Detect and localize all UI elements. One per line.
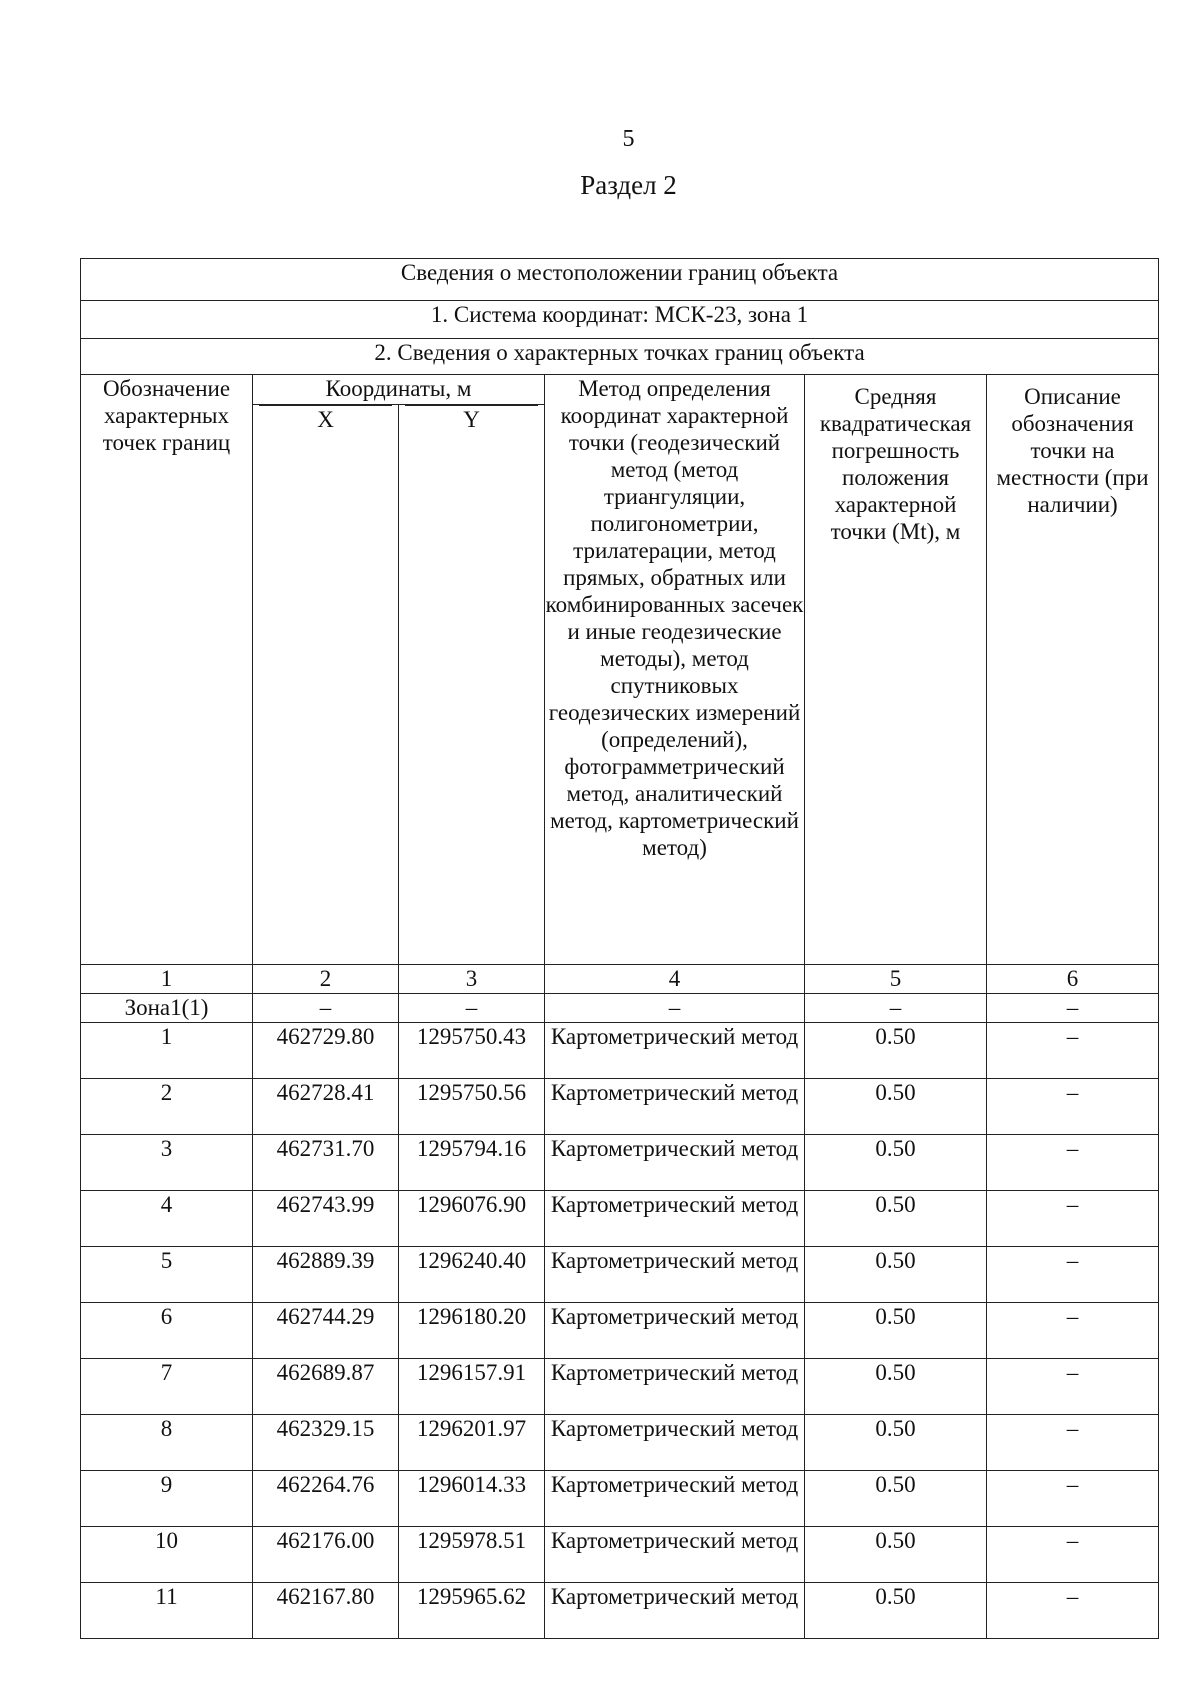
error-cell: 0.50	[805, 1303, 987, 1359]
desc-cell: –	[987, 1583, 1159, 1639]
points-subtitle: 2. Сведения о характерных точках границ объекта	[81, 339, 1159, 375]
method-cell: Картометрический метод	[545, 1303, 805, 1359]
coord-y: 1295965.62	[399, 1583, 545, 1639]
table-row	[81, 1583, 1159, 1639]
method-cell: Картометрический метод	[545, 1135, 805, 1191]
section-title: Раздел 2	[580, 170, 677, 200]
table-row	[81, 1191, 1159, 1247]
method-cell: Картометрический метод	[545, 1471, 805, 1527]
header-coords: Координаты, м	[253, 375, 545, 405]
point-number: 9	[81, 1471, 253, 1527]
table-row	[81, 1247, 1159, 1303]
coord-x: 462689.87	[253, 1359, 399, 1415]
desc-cell: –	[987, 1191, 1159, 1247]
header-y: Y	[405, 405, 538, 433]
header-desc: Описание обозначения точки на местности (при наличии)	[987, 375, 1159, 965]
method-cell: Картометрический метод	[545, 1527, 805, 1583]
coord-x: 462729.80	[253, 1023, 399, 1079]
error-cell: 0.50	[805, 1415, 987, 1471]
desc-cell: –	[987, 1359, 1159, 1415]
method-cell: Картометрический метод	[545, 1079, 805, 1135]
error-cell: 0.50	[805, 1135, 987, 1191]
coord-y: 1296076.90	[399, 1191, 545, 1247]
zone-cell: –	[253, 994, 399, 1023]
table-row	[81, 1079, 1159, 1135]
point-number: 2	[81, 1079, 253, 1135]
table-title: Сведения о местоположении границ объекта	[81, 259, 1159, 301]
zone-label: Зона1(1)	[81, 994, 253, 1023]
coord-x: 462176.00	[253, 1527, 399, 1583]
point-number: 10	[81, 1527, 253, 1583]
col-number: 1	[81, 965, 253, 994]
coord-y: 1295750.43	[399, 1023, 545, 1079]
desc-cell: –	[987, 1247, 1159, 1303]
header-x: X	[259, 405, 392, 433]
point-number: 8	[81, 1415, 253, 1471]
header-point: Обозначение характерных точек границ	[81, 375, 253, 965]
coord-x: 462743.99	[253, 1191, 399, 1247]
method-cell: Картометрический метод	[545, 1023, 805, 1079]
coord-x: 462167.80	[253, 1583, 399, 1639]
coord-y: 1296240.40	[399, 1247, 545, 1303]
point-number: 7	[81, 1359, 253, 1415]
table-row	[81, 1527, 1159, 1583]
point-number: 6	[81, 1303, 253, 1359]
table-row	[81, 1471, 1159, 1527]
boundary-points-table	[80, 258, 1159, 1639]
desc-cell: –	[987, 1415, 1159, 1471]
point-number: 11	[81, 1583, 253, 1639]
desc-cell: –	[987, 1023, 1159, 1079]
method-cell: Картометрический метод	[545, 1191, 805, 1247]
error-cell: 0.50	[805, 1527, 987, 1583]
table-row	[81, 1415, 1159, 1471]
col-number: 2	[253, 965, 399, 994]
point-number: 4	[81, 1191, 253, 1247]
error-cell: 0.50	[805, 1471, 987, 1527]
error-cell: 0.50	[805, 1247, 987, 1303]
zone-cell: –	[805, 994, 987, 1023]
table-row	[81, 1135, 1159, 1191]
point-number: 5	[81, 1247, 253, 1303]
coord-y: 1296014.33	[399, 1471, 545, 1527]
error-cell: 0.50	[805, 1359, 987, 1415]
coord-x: 462329.15	[253, 1415, 399, 1471]
desc-cell: –	[987, 1079, 1159, 1135]
col-number: 4	[545, 965, 805, 994]
coord-x: 462744.29	[253, 1303, 399, 1359]
point-number: 3	[81, 1135, 253, 1191]
method-cell: Картометрический метод	[545, 1359, 805, 1415]
header-method: Метод определения координат характерной точки (геодезический метод (метод триангуляции, полигонометрии, трилатерации, метод прямых, обратных или комбинированных засечек и иные геодезические методы), метод спутниковых геодезических измерений (определений), фотограмметрический метод, аналитический метод, картометрический метод)	[545, 375, 805, 965]
coord-y: 1295750.56	[399, 1079, 545, 1135]
page-number: 5	[622, 126, 635, 152]
method-cell: Картометрический метод	[545, 1415, 805, 1471]
coord-y: 1295978.51	[399, 1527, 545, 1583]
col-number: 6	[987, 965, 1159, 994]
col-number: 3	[399, 965, 545, 994]
method-cell: Картометрический метод	[545, 1247, 805, 1303]
col-number: 5	[805, 965, 987, 994]
coord-x: 462889.39	[253, 1247, 399, 1303]
error-cell: 0.50	[805, 1023, 987, 1079]
zone-cell: –	[987, 994, 1159, 1023]
method-cell: Картометрический метод	[545, 1583, 805, 1639]
coord-x: 462728.41	[253, 1079, 399, 1135]
table-row	[81, 1023, 1159, 1079]
coord-y: 1296180.20	[399, 1303, 545, 1359]
error-cell: 0.50	[805, 1583, 987, 1639]
zone-cell: –	[399, 994, 545, 1023]
coord-y: 1295794.16	[399, 1135, 545, 1191]
coord-x: 462731.70	[253, 1135, 399, 1191]
table-row	[81, 1359, 1159, 1415]
header-error: Средняя квадратическая погрешность положения характерной точки (Mt), м	[805, 375, 987, 965]
desc-cell: –	[987, 1471, 1159, 1527]
zone-cell: –	[545, 994, 805, 1023]
desc-cell: –	[987, 1303, 1159, 1359]
error-cell: 0.50	[805, 1191, 987, 1247]
desc-cell: –	[987, 1527, 1159, 1583]
coord-system: 1. Система координат: МСК-23, зона 1	[81, 301, 1159, 339]
point-number: 1	[81, 1023, 253, 1079]
coord-y: 1296157.91	[399, 1359, 545, 1415]
coord-y: 1296201.97	[399, 1415, 545, 1471]
desc-cell: –	[987, 1135, 1159, 1191]
table-row	[81, 1303, 1159, 1359]
coord-x: 462264.76	[253, 1471, 399, 1527]
error-cell: 0.50	[805, 1079, 987, 1135]
